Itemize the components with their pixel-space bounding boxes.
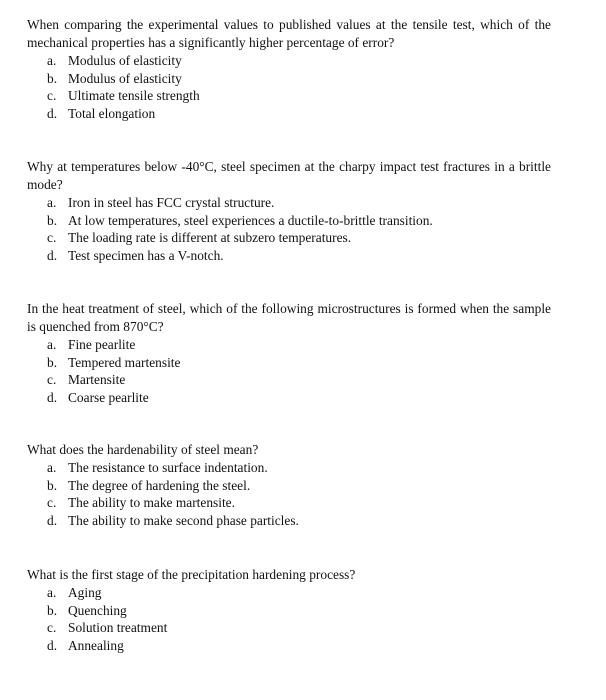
option-b[interactable] bbox=[27, 354, 551, 372]
question-text: In the heat treatment of steel, which of the following microstructures is formed when the sample is quenched from 870°C? bbox=[27, 301, 551, 334]
option-letter: a. bbox=[47, 337, 57, 352]
option-text: The ability to make martensite. bbox=[68, 495, 235, 511]
option-text: The degree of hardening the steel. bbox=[68, 477, 251, 493]
option-b[interactable] bbox=[27, 602, 551, 620]
option-letter: b. bbox=[47, 212, 58, 228]
option-text: The loading rate is different at subzero temperatures. bbox=[68, 230, 352, 246]
option-text: Fine pearlite bbox=[68, 337, 136, 352]
question-text: What does the hardenability of steel mean? bbox=[27, 442, 259, 457]
options-list bbox=[27, 459, 551, 529]
option-letter: b. bbox=[47, 354, 58, 370]
option-a[interactable] bbox=[27, 584, 551, 602]
question-4 bbox=[27, 441, 551, 529]
option-letter: c. bbox=[47, 230, 57, 246]
option-d[interactable] bbox=[27, 389, 551, 407]
option-letter: b. bbox=[47, 477, 58, 493]
option-text: At low temperatures, steel experiences a ductile-to-brittle transition. bbox=[68, 212, 433, 228]
option-letter: d. bbox=[47, 512, 58, 528]
option-letter: a. bbox=[47, 53, 57, 68]
option-letter: d. bbox=[47, 637, 58, 653]
option-text: Aging bbox=[68, 585, 102, 600]
option-text: Total elongation bbox=[68, 105, 156, 121]
option-text: Modulus of elasticity bbox=[68, 53, 182, 68]
option-letter: d. bbox=[47, 247, 58, 263]
option-d[interactable] bbox=[27, 105, 551, 123]
options-list bbox=[27, 52, 551, 122]
option-d[interactable] bbox=[27, 637, 551, 655]
option-c[interactable] bbox=[27, 371, 551, 389]
options-list bbox=[27, 584, 551, 654]
option-letter: c. bbox=[47, 620, 57, 636]
option-text: Solution treatment bbox=[68, 620, 168, 636]
option-text: The ability to make second phase particles. bbox=[68, 512, 299, 528]
option-letter: b. bbox=[47, 70, 58, 86]
option-text: Martensite bbox=[68, 372, 126, 388]
option-text: Annealing bbox=[68, 637, 124, 653]
question-2 bbox=[27, 158, 551, 264]
option-b[interactable] bbox=[27, 212, 551, 230]
option-letter: c. bbox=[47, 372, 57, 388]
option-text: Tempered martensite bbox=[68, 354, 181, 370]
question-5 bbox=[27, 566, 551, 654]
option-d[interactable] bbox=[27, 247, 551, 265]
options-list bbox=[27, 194, 551, 264]
option-c[interactable] bbox=[27, 619, 551, 637]
options-list bbox=[27, 336, 551, 406]
option-letter: d. bbox=[47, 389, 58, 405]
option-a[interactable] bbox=[27, 194, 551, 212]
option-letter: b. bbox=[47, 602, 58, 618]
option-text: The resistance to surface indentation. bbox=[68, 460, 268, 475]
option-a[interactable] bbox=[27, 459, 551, 477]
option-a[interactable] bbox=[27, 336, 551, 354]
option-d[interactable] bbox=[27, 512, 551, 530]
option-text: Modulus of elasticity bbox=[68, 70, 182, 86]
question-3 bbox=[27, 300, 551, 406]
question-1 bbox=[27, 16, 551, 122]
option-letter: c. bbox=[47, 495, 57, 511]
option-c[interactable] bbox=[27, 87, 551, 105]
option-letter: a. bbox=[47, 460, 57, 475]
option-letter: a. bbox=[47, 585, 57, 600]
option-c[interactable] bbox=[27, 494, 551, 512]
option-b[interactable] bbox=[27, 477, 551, 495]
option-b[interactable] bbox=[27, 70, 551, 88]
option-letter: c. bbox=[47, 88, 57, 104]
option-letter: d. bbox=[47, 105, 58, 121]
option-text: Quenching bbox=[68, 602, 127, 618]
option-text: Coarse pearlite bbox=[68, 389, 149, 405]
option-text: Ultimate tensile strength bbox=[68, 88, 200, 104]
option-text: Test specimen has a V-notch. bbox=[68, 247, 224, 263]
option-letter: a. bbox=[47, 195, 57, 210]
question-text: What is the first stage of the precipitation hardening process? bbox=[27, 567, 356, 582]
option-a[interactable] bbox=[27, 52, 551, 70]
question-text: When comparing the experimental values to published values at the tensile test, which of the mechanical properties has a significantly higher percentage of error? bbox=[27, 17, 551, 50]
question-text: Why at temperatures below -40°C, steel specimen at the charpy impact test fractures in a brittle mode? bbox=[27, 159, 551, 192]
option-text: Iron in steel has FCC crystal structure. bbox=[68, 195, 275, 210]
option-c[interactable] bbox=[27, 229, 551, 247]
